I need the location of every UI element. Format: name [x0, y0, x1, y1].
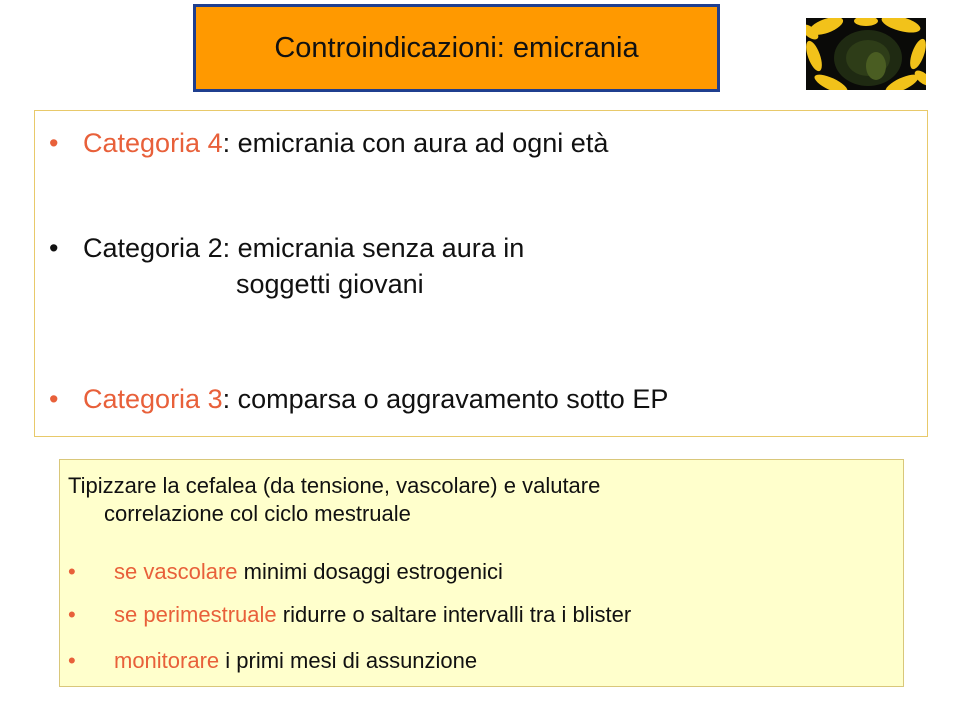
slide-title-box [193, 4, 720, 92]
note-accent: monitorare [114, 648, 220, 673]
bullet-accent: Categoria 3 [83, 384, 223, 414]
bullet-icon: • [49, 233, 59, 263]
bullet-accent: Categoria 4 [83, 128, 223, 158]
note-item-perimestruale [68, 601, 631, 629]
note-accent: se perimestruale [114, 602, 277, 627]
note-item-monitorare [68, 647, 477, 675]
bullet-icon: • [49, 384, 59, 414]
bullet-text-line2: soggetti giovani [236, 269, 424, 299]
slide-title: Controindicazioni: emicrania [274, 31, 639, 64]
main-content-box [34, 110, 928, 437]
note-box [59, 459, 904, 687]
bullet-icon: • [68, 602, 76, 627]
note-intro-line2: correlazione col ciclo mestruale [104, 501, 411, 526]
bullet-icon: • [68, 559, 76, 584]
bullet-text-line1: Categoria 2: emicrania senza aura in [83, 233, 525, 263]
note-text: ridurre o saltare intervalli tra i blister [276, 602, 632, 627]
note-intro-line1: Tipizzare la cefalea (da tensione, vascolare) e valutare [68, 473, 601, 498]
bullet-item-category-2 [49, 230, 524, 302]
bullet-item-category-4 [49, 125, 608, 161]
bullet-item-category-3 [49, 381, 668, 417]
note-text: i primi mesi di assunzione [219, 648, 478, 673]
note-intro [68, 472, 868, 528]
note-text: minimi dosaggi estrogenici [237, 559, 503, 584]
bullet-icon: • [49, 128, 59, 158]
note-item-vascolare [68, 558, 503, 586]
bullet-icon: • [68, 648, 76, 673]
bullet-text: : comparsa o aggravamento sotto EP [222, 384, 669, 414]
sunflower-image [806, 18, 926, 90]
note-accent: se vascolare [114, 559, 238, 584]
bullet-text: : emicrania con aura ad ogni età [222, 128, 609, 158]
